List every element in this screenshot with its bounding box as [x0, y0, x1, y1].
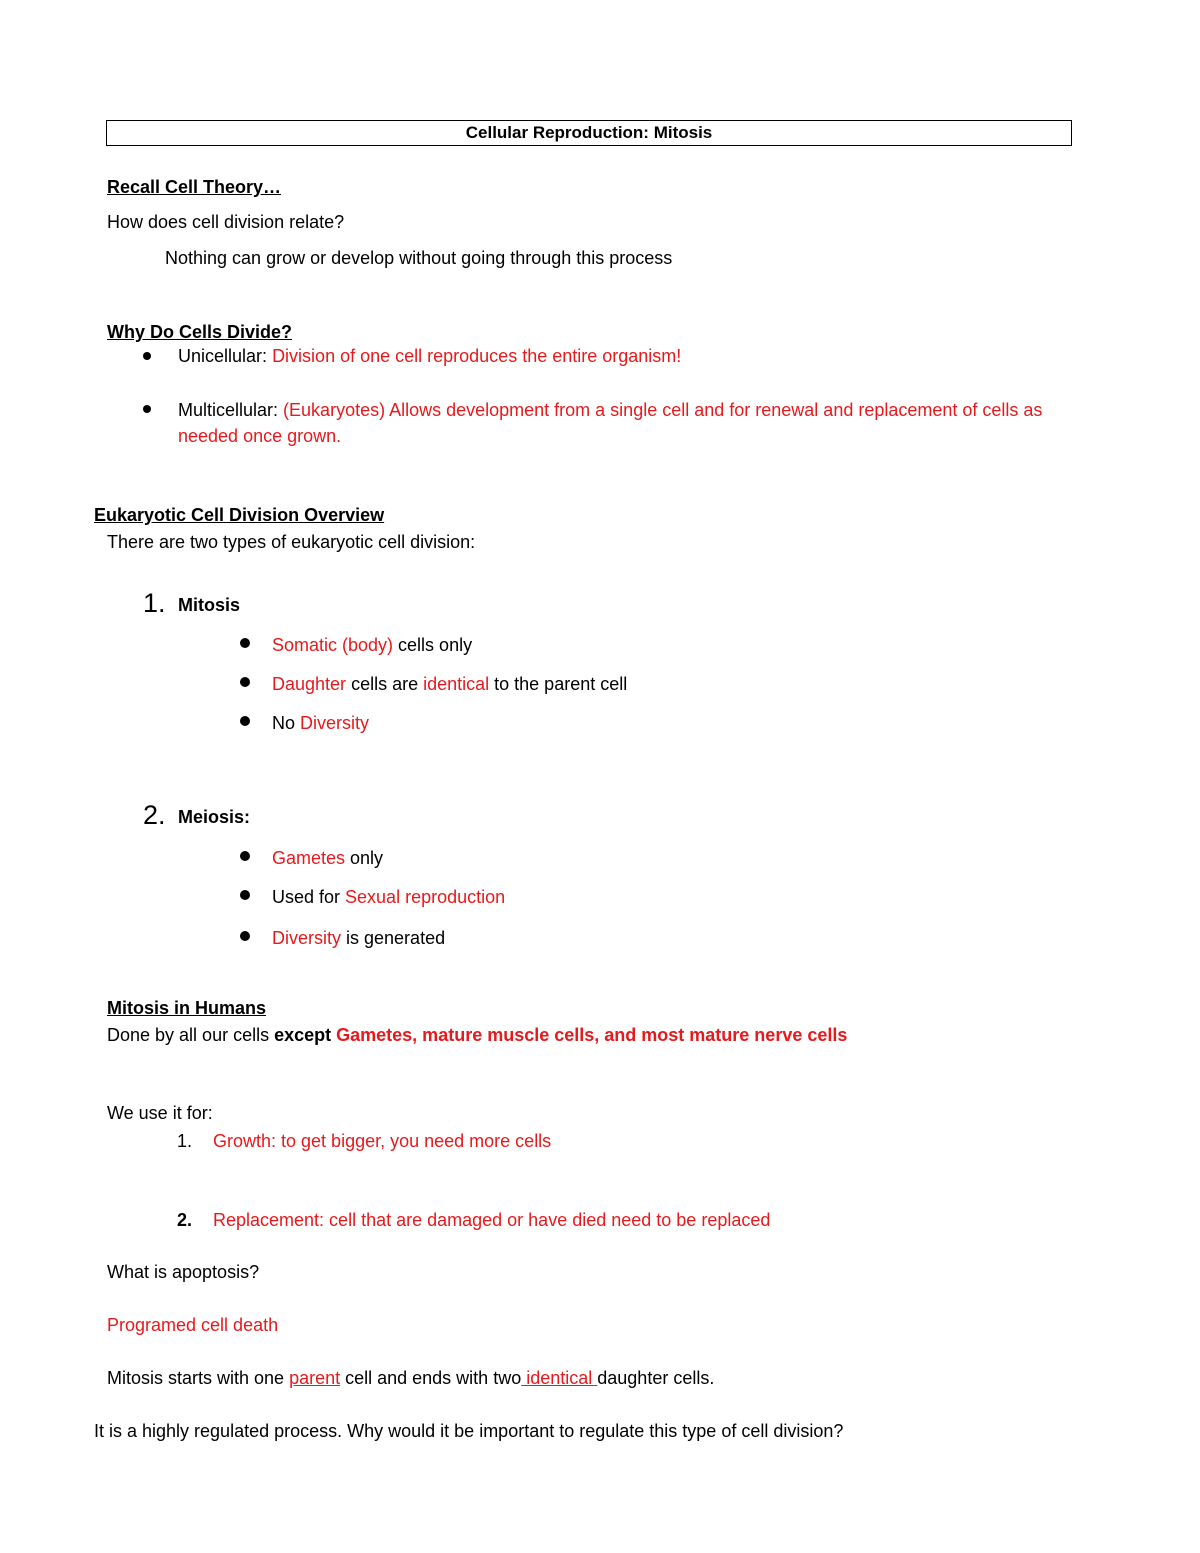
final-question: It is a highly regulated process. Why would it be important to regulate this type of cell division?	[94, 1421, 844, 1441]
gametes-text: Gametes	[272, 848, 346, 868]
unicellular-answer: Division of one cell reproduces the entire organism!	[272, 346, 682, 366]
mitosis-bullet-3	[272, 714, 369, 732]
overview-intro: There are two types of eukaryotic cell division:	[107, 532, 476, 552]
apoptosis-answer: Programed cell death	[107, 1315, 279, 1335]
bullet-icon	[240, 851, 250, 861]
use2-answer: Replacement: cell that are damaged or have died need to be replaced	[213, 1210, 771, 1230]
mitosis-number: 1.	[143, 588, 166, 618]
mitosis-bullet-1	[272, 636, 472, 654]
bullet-icon	[240, 716, 250, 726]
mitosis-label: Mitosis	[178, 595, 241, 615]
use1-number: 1.	[177, 1131, 193, 1151]
unicellular-label: Unicellular:	[178, 346, 268, 366]
summary-text-2: cell and ends with two	[340, 1368, 522, 1388]
meiosis-label: Meiosis:	[178, 807, 251, 827]
no-text: No	[272, 713, 301, 733]
summary-text-1: Mitosis starts with one	[107, 1368, 290, 1388]
bullet-icon	[240, 638, 250, 648]
bullet-icon	[240, 677, 250, 687]
only-text: only	[345, 848, 384, 868]
humans-line	[107, 1026, 847, 1044]
multicellular-answer-cont: needed once grown.	[178, 426, 342, 446]
is-generated-text: is generated	[341, 928, 446, 948]
why-heading: Why Do Cells Divide?	[107, 322, 293, 342]
mitosis-bullet-2	[272, 675, 627, 693]
parent-cell-text: to the parent cell	[489, 674, 628, 694]
diversity-text: Diversity	[300, 713, 370, 733]
summary-line	[107, 1369, 714, 1387]
use2-number: 2.	[177, 1210, 193, 1230]
recall-heading: Recall Cell Theory…	[107, 177, 282, 197]
document-title: Cellular Reproduction: Mitosis	[106, 120, 1072, 146]
multicellular-item	[178, 401, 1042, 419]
cells-are-text: cells are	[346, 674, 424, 694]
summary-text-3: daughter cells.	[597, 1368, 715, 1388]
parent-answer: parent	[289, 1368, 341, 1388]
apoptosis-question: What is apoptosis?	[107, 1262, 260, 1282]
bullet-icon	[143, 352, 151, 360]
use1-answer: Growth: to get bigger, you need more cells	[213, 1131, 552, 1151]
recall-question: How does cell division relate?	[107, 212, 345, 232]
unicellular-item	[178, 347, 681, 365]
meiosis-bullet-2	[272, 888, 505, 906]
humans-heading: Mitosis in Humans	[107, 998, 267, 1018]
meiosis-number: 2.	[143, 800, 166, 830]
overview-heading: Eukaryotic Cell Division Overview	[94, 505, 385, 525]
recall-answer: Nothing can grow or develop without going through this process	[165, 248, 673, 268]
bullet-icon	[240, 890, 250, 900]
done-by-text: Done by all our cells	[107, 1025, 275, 1045]
diversity-text: Diversity	[272, 928, 342, 948]
bullet-icon	[240, 931, 250, 941]
identical-text: identical	[423, 674, 490, 694]
multicellular-label: Multicellular:	[178, 400, 279, 420]
meiosis-bullet-1	[272, 849, 383, 867]
bullet-icon	[143, 405, 151, 413]
sexual-reproduction-text: Sexual reproduction	[345, 887, 506, 907]
multicellular-answer: (Eukaryotes) Allows development from a single cell and for renewal and replacement of cells as	[283, 400, 1043, 420]
somatic-text: Somatic (body)	[272, 635, 394, 655]
except-text: except	[274, 1025, 337, 1045]
meiosis-bullet-3	[272, 929, 445, 947]
identical-answer: identical	[521, 1368, 598, 1388]
daughter-text: Daughter	[272, 674, 347, 694]
except-answer: Gametes, mature muscle cells, and most mature nerve cells	[336, 1025, 848, 1045]
cells-only-text: cells only	[393, 635, 473, 655]
use-intro: We use it for:	[107, 1103, 213, 1123]
used-for-text: Used for	[272, 887, 346, 907]
